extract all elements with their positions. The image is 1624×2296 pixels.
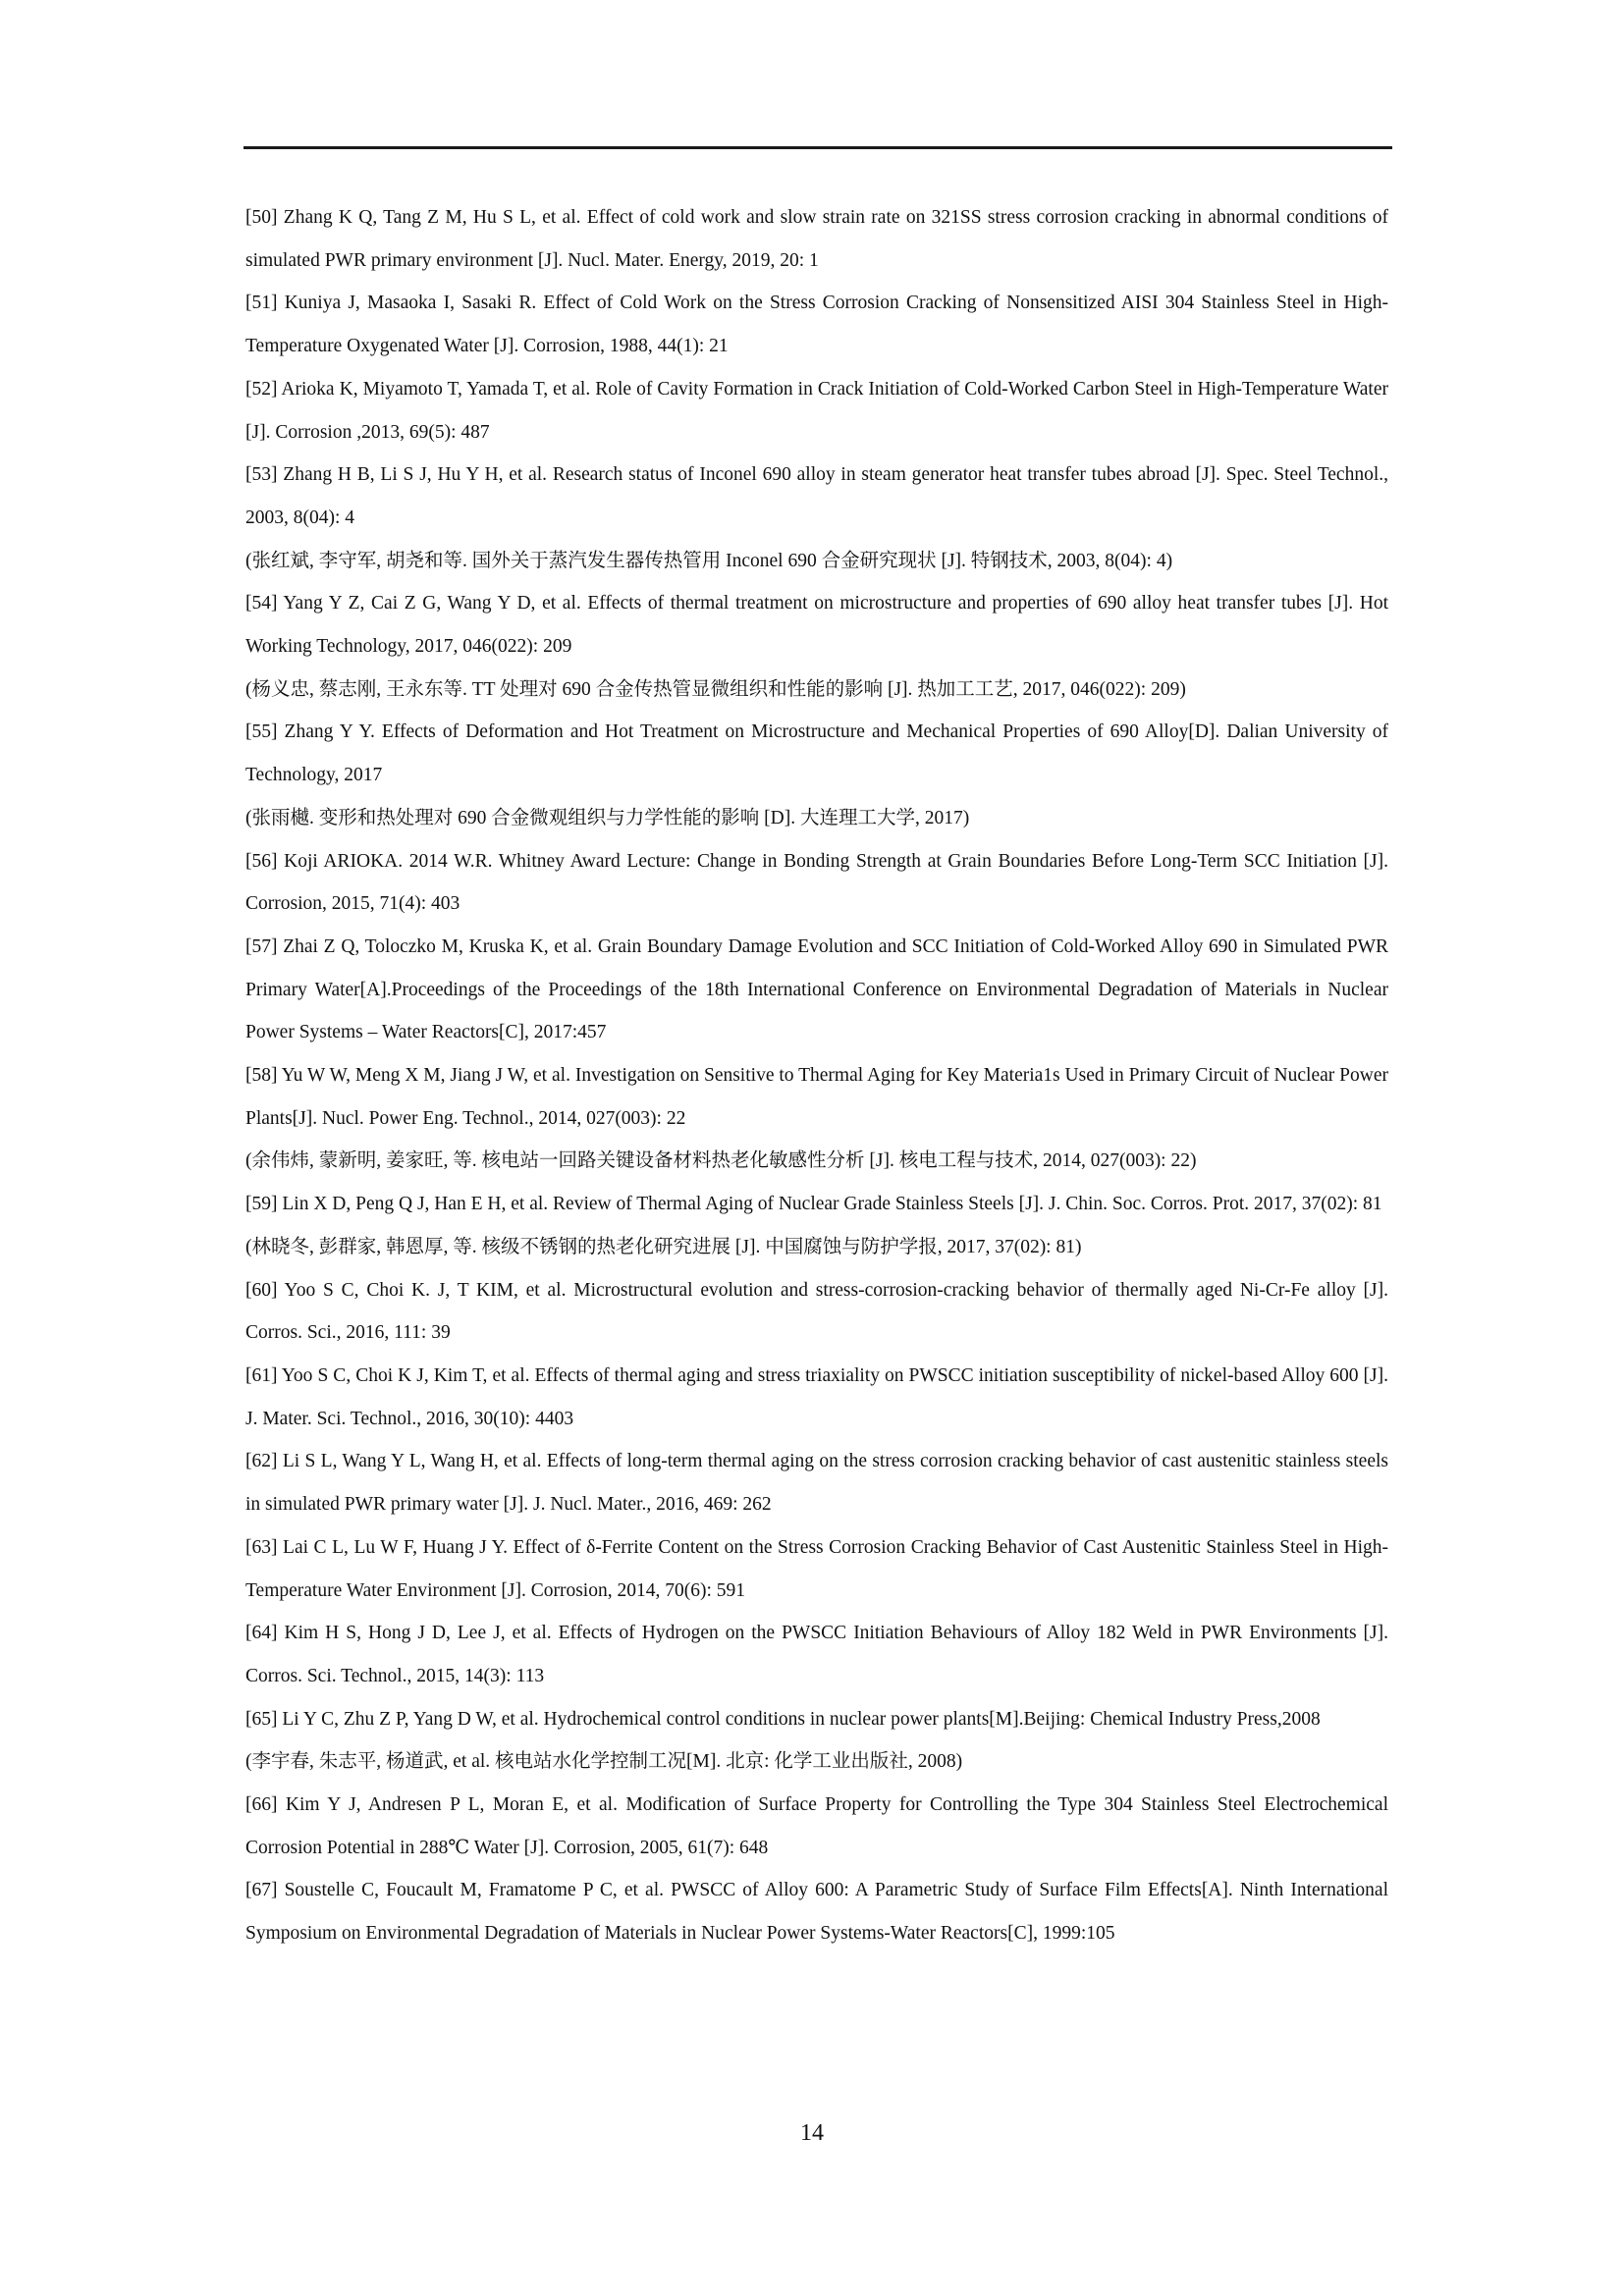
reference-61: [61] Yoo S C, Choi K J, Kim T, et al. Effects of thermal aging and stress triaxiality on PWSCC initiation susceptibility of nickel-based Alloy 600 [J]. J. Mater. Sci. Technol., 2016, 30(10): 4403 <box>245 1364 1388 1429</box>
reference-59-chinese: (林晓冬, 彭群家, 韩恩厚, 等. 核级不锈钢的热老化研究进展 [J]. 中国腐蚀与防护学报, 2017, 37(02): 81) <box>245 1236 1082 1257</box>
reference-65: [65] Li Y C, Zhu Z P, Yang D W, et al. Hydrochemical control conditions in nuclear power plants[M].Beijing: Chemical Industry Press,2008 <box>245 1708 1321 1730</box>
reference-64: [64] Kim H S, Hong J D, Lee J, et al. Effects of Hydrogen on the PWSCC Initiation Behaviours of Alloy 182 Weld in PWR Environments [J]. Corros. Sci. Technol., 2015, 14(3): 113 <box>245 1623 1388 1686</box>
reference-53-chinese: (张红斌, 李守军, 胡尧和等. 国外关于蒸汽发生器传热管用 Inconel 690 合金研究现状 [J]. 特钢技术, 2003, 8(04): 4) <box>245 550 1173 571</box>
reference-62: [62] Li S L, Wang Y L, Wang H, et al. Effects of long-term thermal aging on the stress corrosion cracking behavior of cast austenitic stainless steels in simulated PWR primary water [J]. J. Nucl. Mater., 2016, 469: 262 <box>245 1451 1388 1516</box>
reference-list <box>245 196 1388 1955</box>
header-rule <box>244 146 1392 149</box>
reference-58: [58] Yu W W, Meng X M, Jiang J W, et al. Investigation on Sensitive to Thermal Aging for Key Materia1s Used in Primary Circuit of Nuclear Power Plants[J]. Nucl. Power Eng. Technol., 2014, 027(003): 22 <box>245 1065 1388 1129</box>
reference-52: [52] Arioka K, Miyamoto T, Yamada T, et al. Role of Cavity Formation in Crack Initiation of Cold-Worked Carbon Steel in High-Temperature Water [J]. Corrosion ,2013, 69(5): 487 <box>245 378 1388 443</box>
reference-54-chinese: (杨义忠, 蔡志刚, 王永东等. TT 处理对 690 合金传热管显微组织和性能的影响 [J]. 热加工工艺, 2017, 046(022): 209) <box>245 678 1186 700</box>
reference-66: [66] Kim Y J, Andresen P L, Moran E, et al. Modification of Surface Property for Controlling the Type 304 Stainless Steel Electrochemical Corrosion Potential in 288℃ Water [J]. Corrosion, 2005, 61(7): 648 <box>245 1794 1388 1858</box>
reference-53: [53] Zhang H B, Li S J, Hu Y H, et al. Research status of Inconel 690 alloy in steam generator heat transfer tubes abroad [J]. Spec. Steel Technol., 2003, 8(04): 4 <box>245 464 1388 528</box>
reference-65-chinese: (李宇春, 朱志平, 杨道武, et al. 核电站水化学控制工况[M]. 北京: 化学工业出版社, 2008) <box>245 1751 963 1773</box>
reference-56: [56] Koji ARIOKA. 2014 W.R. Whitney Award Lecture: Change in Bonding Strength at Grain Boundaries Before Long-Term SCC Initiation [J]. Corrosion, 2015, 71(4): 403 <box>245 850 1388 915</box>
reference-59: [59] Lin X D, Peng Q J, Han E H, et al. Review of Thermal Aging of Nuclear Grade Stainless Steels [J]. J. Chin. Soc. Corros. Prot. 2017, 37(02): 81 <box>245 1194 1382 1215</box>
reference-51: [51] Kuniya J, Masaoka I, Sasaki R. Effect of Cold Work on the Stress Corrosion Cracking of Nonsensitized AISI 304 Stainless Steel in High-Temperature Oxygenated Water [J]. Corrosion, 1988, 44(1): 21 <box>245 293 1388 357</box>
page-number: 14 <box>800 2120 824 2146</box>
reference-54: [54] Yang Y Z, Cai Z G, Wang Y D, et al. Effects of thermal treatment on microstructure and properties of 690 alloy heat transfer tubes [J]. Hot Working Technology, 2017, 046(022): 209 <box>245 593 1388 658</box>
reference-50: [50] Zhang K Q, Tang Z M, Hu S L, et al. Effect of cold work and slow strain rate on 321SS stress corrosion cracking in abnormal conditions of simulated PWR primary environment [J]. Nucl. Mater. Energy, 2019, 20: 1 <box>245 207 1388 271</box>
reference-60: [60] Yoo S C, Choi K. J, T KIM, et al. Microstructural evolution and stress-corrosion-cracking behavior of thermally aged Ni-Cr-Fe alloy [J]. Corros. Sci., 2016, 111: 39 <box>245 1279 1388 1344</box>
reference-67: [67] Soustelle C, Foucault M, Framatome P C, et al. PWSCC of Alloy 600: A Parametric Study of Surface Film Effects[A]. Ninth International Symposium on Environmental Degradation of Materials in Nuclear Power Systems-Water Reactors[C], 1999:105 <box>245 1880 1388 1945</box>
reference-55: [55] Zhang Y Y. Effects of Deformation and Hot Treatment on Microstructure and Mechanical Properties of 690 Alloy[D]. Dalian University of Technology, 2017 <box>245 721 1388 786</box>
reference-58-chinese: (余伟炜, 蒙新明, 姜家旺, 等. 核电站一回路关键设备材料热老化敏感性分析 [J]. 核电工程与技术, 2014, 027(003): 22) <box>245 1150 1197 1172</box>
reference-55-chinese: (张雨樾. 变形和热处理对 690 合金微观组织与力学性能的影响 [D]. 大连理工大学, 2017) <box>245 807 970 828</box>
reference-57: [57] Zhai Z Q, Toloczko M, Kruska K, et al. Grain Boundary Damage Evolution and SCC Initiation of Cold-Worked Alloy 690 in Simulated PWR Primary Water[A].Proceedings of the Proceedings of the 18th International Conference on Environmental Degradation of Materials in Nuclear Power Systems – Water Reactors[C], 2017:457 <box>245 935 1388 1043</box>
reference-63: [63] Lai C L, Lu W F, Huang J Y. Effect of δ-Ferrite Content on the Stress Corrosion Cracking Behavior of Cast Austenitic Stainless Steel in High-Temperature Water Environment [J]. Corrosion, 2014, 70(6): 591 <box>245 1536 1388 1601</box>
